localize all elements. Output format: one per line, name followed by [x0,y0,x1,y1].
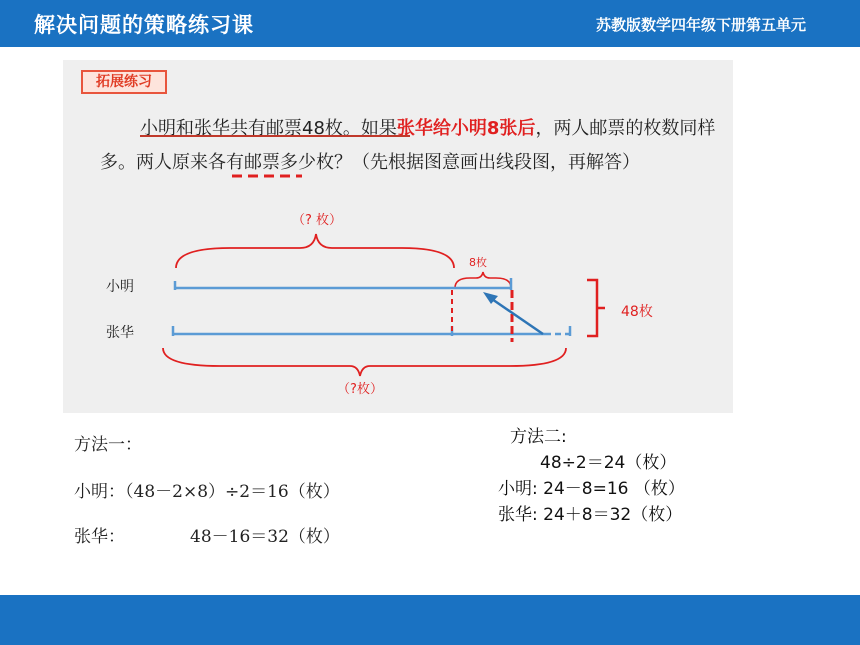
gap-brace [455,272,511,288]
row-label-xiaoming: 小明 [106,279,134,295]
page-title: 解决问题的策略练习课 [34,13,254,37]
row-label-zhanghua: 张华 [106,325,134,341]
problem-highlight: 张华给小明8张后 [396,118,536,139]
gap-label: 8枚 [469,256,487,269]
method-one-line-2-expr: 48－16＝32（枚） [190,527,340,547]
total-bracket [587,280,605,336]
method-one-line-2-label: 张华： [74,527,125,547]
top-brace-label: （? 枚） [291,213,343,228]
bottom-brace-label: （?枚） [337,382,383,397]
exercise-tag: 拓展练习 [81,70,167,94]
total-label: 48枚 [621,304,653,320]
method-two-title: 方法二: [510,427,567,447]
transfer-arrow-line [489,297,543,334]
problem-part-1: 小明和张华共有邮票48枚。如果 [140,118,397,139]
method-two-line-2: 小明: 24－8=16 （枚） [498,479,685,499]
method-two-line-1: 48÷2＝24（枚） [540,453,677,473]
method-two-line-3: 张华: 24＋8＝32（枚） [498,505,683,525]
footer-bar [0,595,860,645]
method-one-title: 方法一： [74,435,142,455]
method-one-line-1: 小明：（48－2×8）÷2＝16（枚） [74,482,340,502]
problem-part-2: ，两人邮票的枚数同样多。两人原来各有邮票多少枚？（先根据图意画出线段图，再解答） [100,118,716,173]
course-subtitle: 苏教版数学四年级下册第五单元 [595,16,806,34]
top-brace [176,234,454,268]
bottom-brace [163,348,566,376]
